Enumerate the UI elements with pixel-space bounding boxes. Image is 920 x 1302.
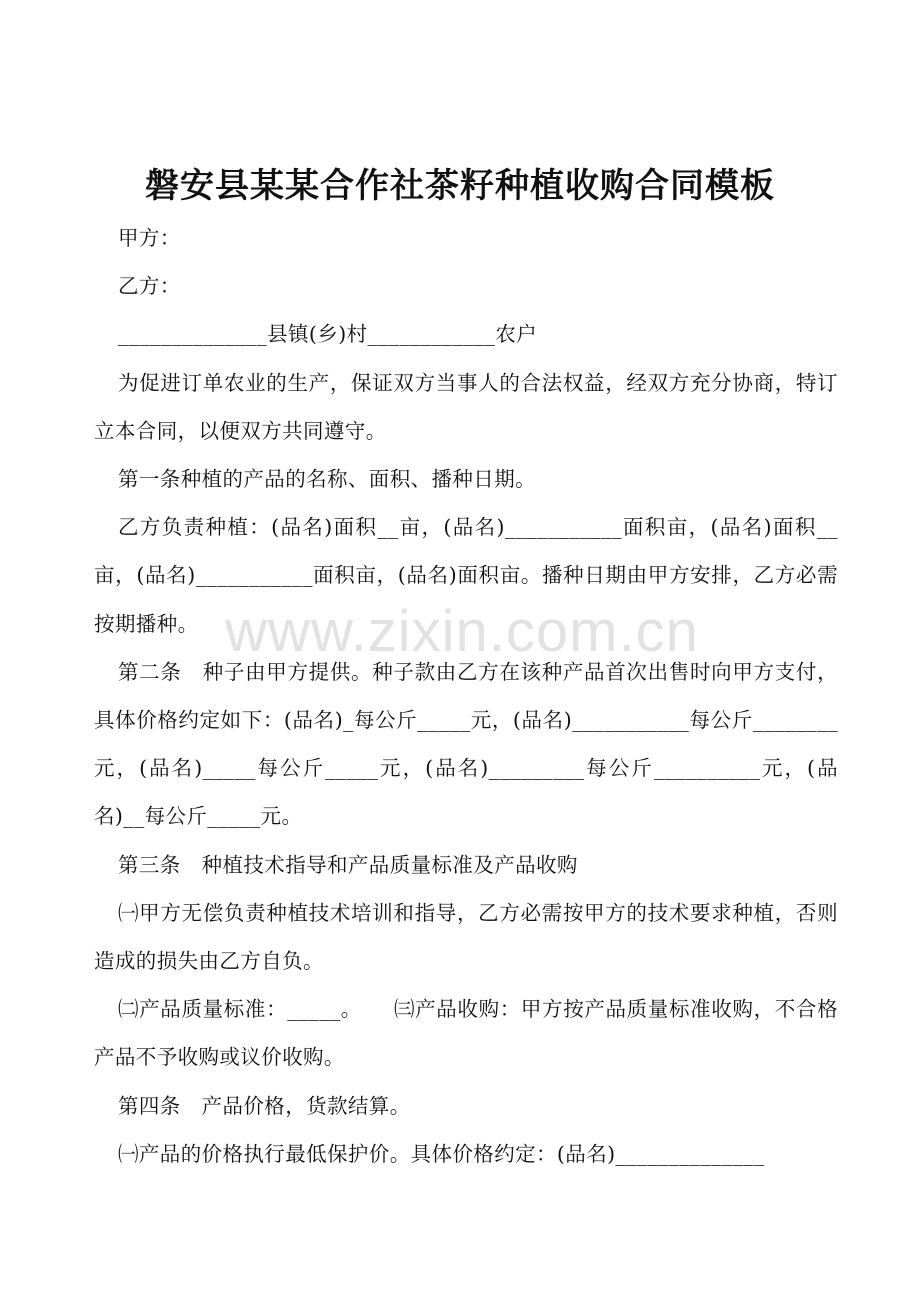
article-4-heading: 第四条 产品价格，货款结算。 — [118, 1093, 411, 1118]
location-line: ______________县镇(乡)村____________农户 — [118, 322, 538, 347]
article-3-heading: 第三条 种植技术指导和产品质量标准及产品收购 — [118, 852, 578, 877]
article-1-heading: 第一条种植的产品的名称、面积、播种日期。 — [118, 467, 536, 492]
article-2-paragraph: 第二条 种子由甲方提供。种子款由乙方在该种产品首次出售时向甲方支付，具体价格约定如下：(品名)_每公斤_____元，(品名)___________每公斤________元，(品名)_____每公斤_____元，(品名)_________每公斤__________元，(品名)__每公斤_____元。 — [94, 659, 838, 829]
article-1-body: 乙方负责种植：(品名)面积__亩，(品名)___________面积亩，(品名)面积__亩，(品名)___________面积亩，(品名)面积亩。播种日期由甲方安排，乙方必需按期播种。 — [94, 515, 838, 636]
article-4-item-1: ㈠产品的价格执行最低保护价。具体价格约定：(品名)______________ — [118, 1141, 765, 1166]
preamble-paragraph: 为促进订单农业的生产，保证双方当事人的合法权益，经双方充分协商，特订立本合同，以便双方共同遵守。 — [94, 370, 838, 443]
watermark: www.zixin.com.cn — [225, 599, 699, 664]
party-b-line: 乙方： — [118, 274, 181, 299]
document-title: 磐安县某某合作社茶籽种植收购合同模板 — [145, 166, 775, 206]
party-a-line: 甲方： — [118, 226, 181, 250]
article-3-items-2-3: ㈡产品质量标准：_____。 ㈢产品收购：甲方按产品质量标准收购，不合格产品不予收购或议价收购。 — [94, 997, 838, 1070]
article-3-item-1: ㈠甲方无偿负责种植技术培训和指导，乙方必需按甲方的技术要求种植，否则造成的损失由乙方自负。 — [94, 900, 838, 974]
document-body — [94, 214, 838, 1178]
